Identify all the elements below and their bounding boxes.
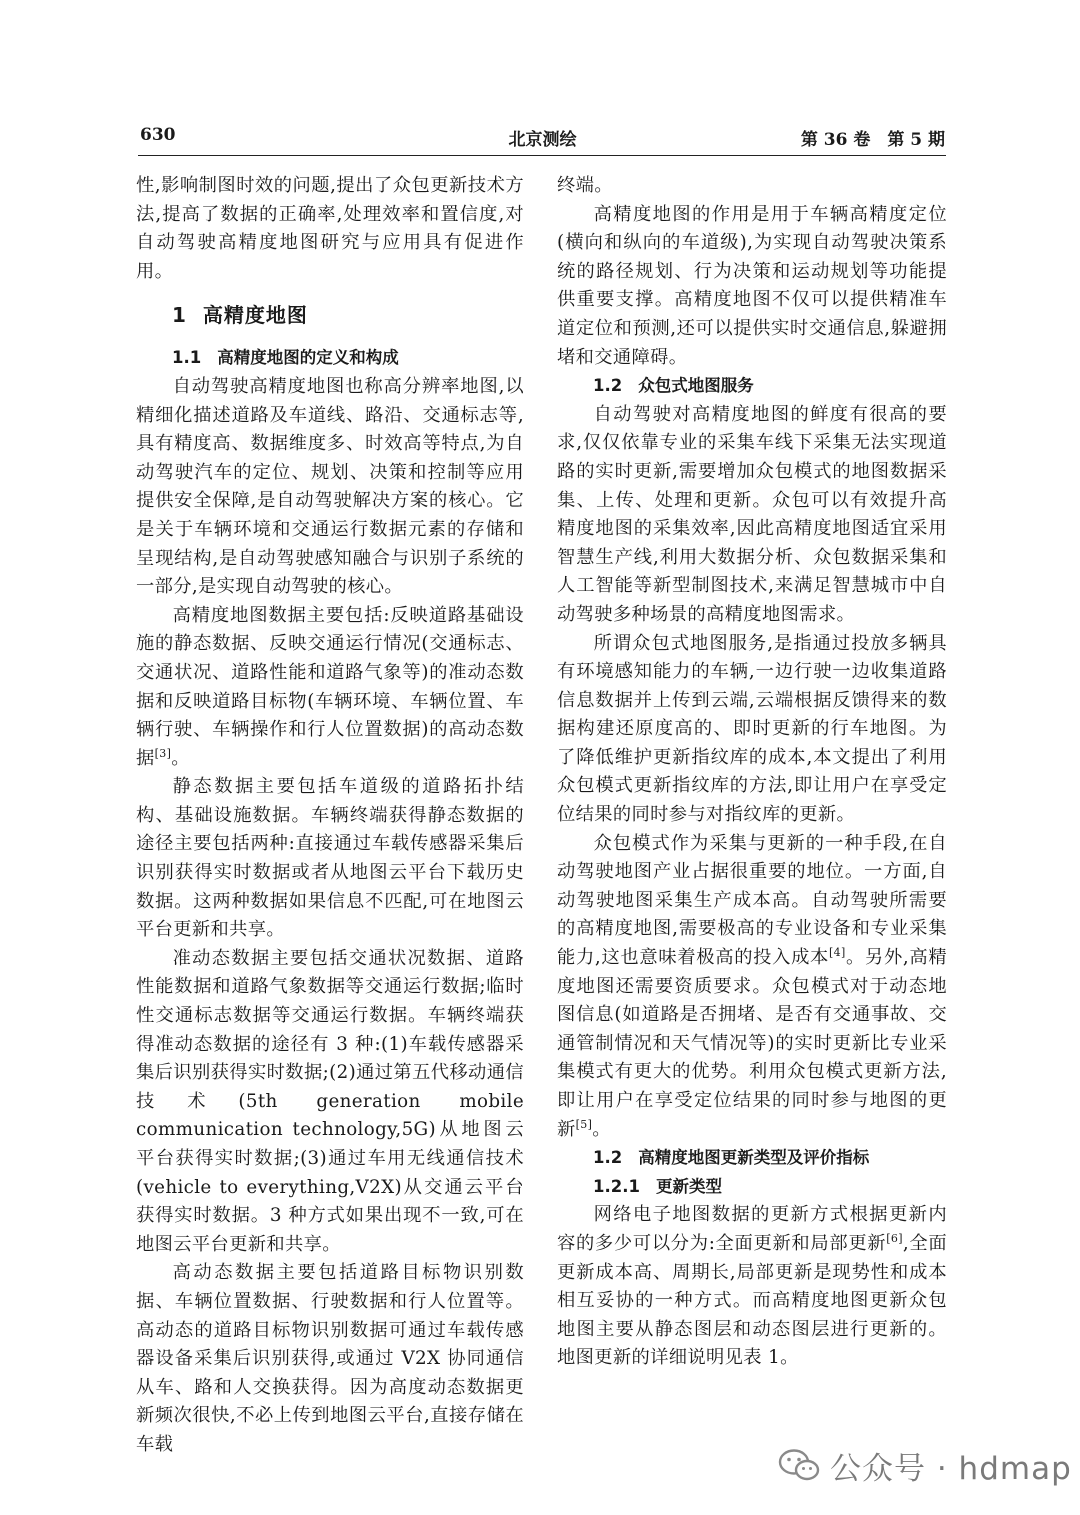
section-number: 1.1 — [172, 348, 202, 368]
reference-marker: [4] — [829, 945, 846, 959]
reference-marker: [6] — [886, 1231, 903, 1245]
section-title: 高精度地图的定义和构成 — [217, 348, 399, 368]
section-title: 高精度地图更新类型及评价指标 — [638, 1148, 870, 1168]
section-title: 高精度地图 — [202, 303, 308, 328]
section-1-1-heading — [136, 344, 524, 373]
journal-name: 北京测绘 — [508, 130, 577, 150]
paragraph-text: 众包模式作为采集与更新的一种手段,在自动驾驶地图产业占据很重要的地位。一方面,自动驾驶地图采集生产成本高。自动驾驶所需要的高精度地图,需要极高的专业设备和专业采集能力,这也意味着极高的投入成本 — [557, 832, 947, 969]
section-number: 1.2 — [593, 1148, 623, 1168]
volume-issue: 第 36 卷 第 5 期 — [800, 130, 945, 150]
paragraph-static-data: 静态数据主要包括车道级的道路拓扑结构、基础设施数据。车辆终端获得静态数据的途径主要包括两种:直接通过车载传感器采集后识别获得实时数据或者从地图云平台下载历史数据。这两种数据如果信息不匹配,可在地图云平台更新和共享。 — [136, 776, 524, 941]
paragraph-text: 。 — [171, 747, 190, 769]
right-column — [557, 172, 947, 1373]
wechat-icon — [778, 1448, 820, 1482]
section-number: 1 — [172, 303, 187, 328]
paragraph-crowdsourcing-need: 自动驾驶对高精度地图的鲜度有很高的要求,仅仅依靠专业的采集车线下采集无法实现道路的实时更新,需要增加众包模式的地图数据采集、上传、处理和更新。众包可以有效提升高精度地图的采集效率,因此高精度地图适宜采用智慧生产线,利用大数据分析、众包数据采集和人工智能等新型制图技术,来满足智慧城市中自动驾驶多种场景的高精度地图需求。 — [557, 403, 947, 625]
paragraph-crowdsourcing-mode — [557, 830, 947, 1145]
paragraph-crowdsourcing-service: 所谓众包式地图服务,是指通过投放多辆具有环境感知能力的车辆,一边行驶一边收集道路信息数据并上传到云端,云端根据反馈得来的数据构建还原度高的、即时更新的行车地图。为了降低维护更新指纹库的成本,本文提出了利用众包模式更新指纹库的方法,即让用户在享受定位结果的同时参与对指纹库的更新。 — [557, 632, 947, 826]
page-header — [140, 125, 945, 153]
paragraph-text: 网络电子地图数据的更新方式根据更新内容的多少可以分为:全面更新和局部更新 — [557, 1204, 947, 1254]
paragraph-data-types — [136, 602, 524, 774]
paragraph-text: 。另外,高精度地图还需要资质要求。众包模式对于动态地图信息(如道路是否拥堵、是否有交通事故、交通管制情况和天气情况等)的实时更新比专业采集模式有更大的优势。利用众包模式更新方法,即让用户在享受定位结果的同时参与地图的更新 — [557, 947, 947, 1140]
intro-paragraph: 性,影响制图时效的问题,提出了众包更新技术方法,提高了数据的正确率,处理效率和置信度,对自动驾驶高精度地图研究与应用具有促进作用。 — [136, 175, 524, 282]
paragraph-definition: 自动驾驶高精度地图也称高分辨率地图,以精细化描述道路及车道线、路沿、交通标志等,具有精度高、数据维度多、时效高等特点,为自动驾驶汽车的定位、规划、决策和控制等应用提供安全保障,是自动驾驶解决方案的核心。它是关于车辆环境和交通运行数据元素的存储和呈现结构,是自动驾驶感知融合与识别子系统的一部分,是实现自动驾驶的核心。 — [136, 375, 524, 598]
header-rule — [138, 155, 946, 156]
section-title: 众包式地图服务 — [638, 376, 754, 396]
left-column — [136, 172, 524, 1460]
section-1-2-heading — [557, 372, 947, 401]
paragraph-text: 高精度地图数据主要包括:反映道路基础设施的静态数据、反映交通运行情况(交通标志、交通状况、道路性能和道路气象等)的准动态数据和反映道路目标物(车辆环境、车辆位置、车辆行驶、车辆操作和行人位置数据)的高动态数据 — [136, 604, 524, 769]
section-number: 1.2.1 — [593, 1176, 640, 1196]
paragraph-text: 。 — [592, 1118, 611, 1140]
paragraph-map-role: 高精度地图的作用是用于车辆高精度定位(横向和纵向的车道级),为实现自动驾驶决策系统的路径规划、行为决策和运动规划等功能提供重要支撑。高精度地图不仅可以提供精准车道定位和预测,还可以提供实时交通信息,躲避拥堵和交通障碍。 — [557, 203, 947, 368]
section-1-heading — [136, 286, 524, 344]
paragraph-quasi-dynamic-data: 准动态数据主要包括交通状况数据、道路性能数据和道路气象数据等交通运行数据;临时性交通标志数据等交通运行数据。车辆终端获得准动态数据的途径有 3 种:(1)车载传感器采集后识别获得实时数据;(2)通过第五代移动通信技术(5th generation mobile communication technology,5G)从地图云平台获得实时数据;(3)通过车用无线通信技术(vehicle to everything,V2X)从交通云平台获得实时数据。3 种方式如果出现不一致,可在地图云平台更新和共享。 — [136, 947, 524, 1255]
paragraph-update-types — [557, 1201, 947, 1373]
reference-marker: [5] — [575, 1117, 593, 1131]
watermark — [778, 1440, 1072, 1490]
page-number: 630 — [140, 125, 176, 145]
paragraph-text: ,全面更新成本高、周期长,局部更新是现势性和成本相互妥协的一种方式。而高精度地图更新众包地图主要从静态图层和动态图层进行更新的。地图更新的详细说明见表 1。 — [557, 1232, 947, 1369]
reference-marker: [3] — [154, 746, 172, 760]
continued-paragraph: 终端。 — [557, 175, 613, 196]
paragraph-dynamic-data: 高动态数据主要包括道路目标物识别数据、车辆位置数据、行驶数据和行人位置等。高动态的道路目标物识别数据可通过车载传感器设备采集后识别获得,或通过 V2X 协同通信从车、路和人交换获得。因为高度动态数据更新频次很快,不必上传到地图云平台,直接存储在车载 — [136, 1262, 524, 1455]
section-1-2-1-heading — [557, 1173, 947, 1202]
section-1-2-update-heading — [557, 1144, 947, 1173]
section-number: 1.2 — [593, 376, 623, 396]
section-title: 更新类型 — [655, 1176, 722, 1196]
watermark-text: 公众号 · hdmap — [830, 1450, 1072, 1487]
